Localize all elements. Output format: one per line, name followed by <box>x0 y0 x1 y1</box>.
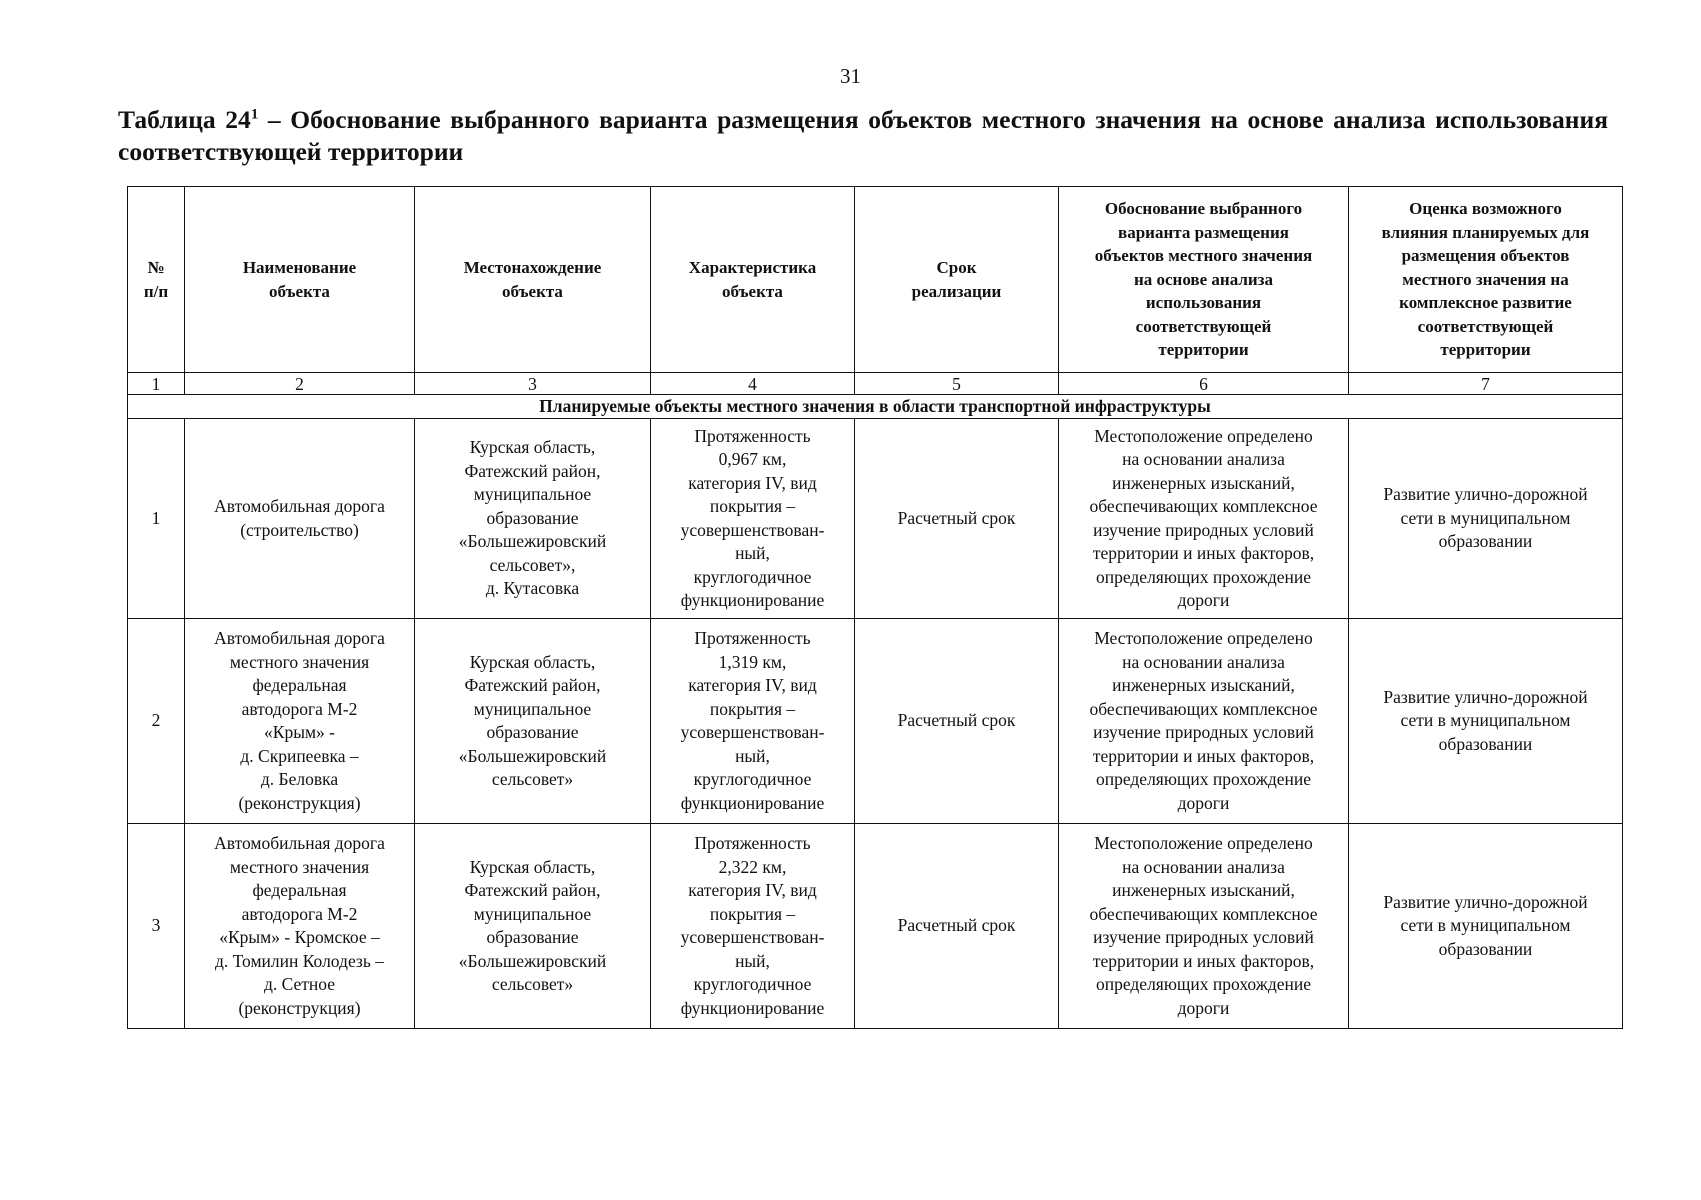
cell-text-line: Курская область, <box>469 856 596 877</box>
cell-text-line: д. Беловка <box>260 769 339 789</box>
cell-text-line: усовершенствован- <box>680 519 825 540</box>
cell-text-line: Развитие улично-дорожной <box>1383 891 1588 912</box>
cell-text-line: объекта <box>722 281 783 301</box>
cell-text-line: (строительство) <box>240 519 359 540</box>
cell-text-line: обеспечивающих комплексное <box>1089 903 1318 924</box>
cell-text-line: д. Кутасовка <box>485 578 580 599</box>
column-number: 3 <box>415 373 651 395</box>
header-num <box>128 187 185 373</box>
cell-text-line: покрытия – <box>709 698 796 719</box>
cell-text-line: изучение природных условий <box>1093 927 1314 947</box>
cell-text-line: дороги <box>1177 792 1230 813</box>
cell-text-line: категория IV, вид <box>688 675 817 695</box>
cell-text-line: (реконструкция) <box>238 792 361 813</box>
cell-text-line: «Большежировский <box>458 745 607 766</box>
cell-text-line: соответствующей <box>1135 316 1272 336</box>
cell-text-line: Фатежский район, <box>464 675 601 695</box>
cell-text-line: д. Скрипеевка – <box>240 745 359 766</box>
cell-text-line: использования <box>1145 293 1262 313</box>
cell-text-line: инженерных изысканий, <box>1112 880 1295 900</box>
cell-text-line: «Большежировский <box>458 950 607 971</box>
column-number: 2 <box>185 373 415 395</box>
cell-text-line: Автомобильная дорога <box>214 833 385 853</box>
cell-term: Расчетный срок <box>855 824 1059 1029</box>
cell-text-line: автодорога М-2 <box>241 698 358 719</box>
cell-text-line: территории и иных факторов, <box>1092 950 1315 971</box>
cell-term: Расчетный срок <box>855 619 1059 824</box>
cell-name <box>185 619 415 824</box>
header-justification <box>1059 187 1349 373</box>
cell-text-line: сельсовет», <box>489 554 576 575</box>
cell-text-line: размещения объектов <box>1401 246 1570 266</box>
cell-impact <box>1349 824 1623 1029</box>
cell-text-line: функционирование <box>680 590 825 610</box>
column-number: 4 <box>651 373 855 395</box>
cell-text-line: «Крым» - Кромское – <box>219 927 380 947</box>
column-number: 7 <box>1349 373 1623 395</box>
cell-text-line: сельсовет» <box>491 974 574 994</box>
cell-text-line: д. Сетное <box>263 974 336 994</box>
cell-text-line: Курская область, <box>469 651 596 672</box>
cell-text-line: покрытия – <box>709 903 796 924</box>
table-row <box>128 619 1623 824</box>
cell-text-line: категория IV, вид <box>688 472 817 493</box>
cell-text-line: Срок <box>936 258 977 277</box>
cell-text-line: территории <box>1158 340 1249 360</box>
cell-text-line: покрытия – <box>709 496 796 516</box>
cell-name <box>185 419 415 619</box>
cell-text-line: сельсовет» <box>491 769 574 789</box>
header-name <box>185 187 415 373</box>
cell-text-line: сети в муниципальном <box>1400 710 1571 731</box>
cell-text-line: определяющих прохождение <box>1096 566 1311 587</box>
page-number: 31 <box>840 64 861 88</box>
cell-text-line: 2,322 км, <box>718 856 787 877</box>
cell-text-line: муниципальное <box>473 484 592 505</box>
cell-text-line: инженерных изысканий, <box>1112 675 1295 695</box>
cell-text-line: Курская область, <box>469 437 596 458</box>
cell-text-line: Автомобильная дорога <box>214 496 385 516</box>
cell-text-line: реализации <box>911 281 1002 301</box>
cell-text-line: усовершенствован- <box>680 722 825 742</box>
cell-text-line: ный, <box>735 745 770 766</box>
cell-text-line: на основании анализа <box>1122 449 1285 469</box>
cell-text-line: определяющих прохождение <box>1096 974 1311 994</box>
cell-text-line: ный, <box>735 543 770 563</box>
table-row <box>128 419 1623 619</box>
cell-text-line: Протяженность <box>694 425 811 446</box>
cell-text-line: изучение природных условий <box>1093 519 1314 540</box>
cell-text-line: № <box>147 258 165 277</box>
cell-text-line: муниципальное <box>473 903 592 924</box>
section-row <box>128 395 1623 419</box>
cell-text-line: ный, <box>735 950 770 971</box>
cell-text-line: 0,967 км, <box>718 449 787 469</box>
cell-text-line: варианта размещения <box>1118 222 1289 242</box>
cell-text-line: дороги <box>1177 590 1230 610</box>
cell-text-line: на основании анализа <box>1122 856 1285 877</box>
cell-text-line: круглогодичное <box>693 566 812 587</box>
cell-text-line: (реконструкция) <box>238 997 361 1018</box>
table-title-prefix: Таблица 24 <box>118 105 251 134</box>
header-term <box>855 187 1059 373</box>
cell-num: 1 <box>128 419 185 619</box>
cell-impact <box>1349 419 1623 619</box>
cell-text-line: д. Томилин Колодезь – <box>215 950 384 971</box>
cell-text-line: объекта <box>502 281 563 301</box>
cell-text-line: дороги <box>1177 997 1230 1018</box>
cell-text-line: Местоположение определено <box>1094 628 1313 648</box>
cell-text-line: круглогодичное <box>693 974 812 994</box>
cell-text-line: Наименование <box>242 258 357 277</box>
section-title: Планируемые объекты местного значения в области транспортной инфраструктуры <box>128 395 1623 419</box>
cell-text-line: круглогодичное <box>693 769 812 789</box>
cell-num: 3 <box>128 824 185 1029</box>
cell-text-line: Оценка возможного <box>1409 199 1562 219</box>
header-characteristic <box>651 187 855 373</box>
cell-text-line: комплексное развитие <box>1399 293 1572 313</box>
cell-text-line: образование <box>486 722 579 742</box>
cell-text-line: образовании <box>1438 938 1533 959</box>
cell-text-line: определяющих прохождение <box>1096 769 1311 789</box>
cell-text-line: Местоположение определено <box>1094 425 1313 446</box>
cell-text-line: Автомобильная дорога <box>214 628 385 648</box>
cell-text-line: Фатежский район, <box>464 880 601 900</box>
cell-justification <box>1059 419 1349 619</box>
cell-text-line: местного значения на <box>1402 269 1569 289</box>
cell-text-line: Протяженность <box>694 833 811 853</box>
cell-text-line: территории <box>1440 340 1531 360</box>
cell-text-line: Местонахождение <box>463 258 602 277</box>
table-title <box>118 104 1608 168</box>
cell-text-line: муниципальное <box>473 698 592 719</box>
cell-text-line: обеспечивающих комплексное <box>1089 496 1318 516</box>
cell-text-line: объектов местного значения <box>1094 246 1313 266</box>
cell-characteristic <box>651 619 855 824</box>
cell-text-line: сети в муниципальном <box>1400 915 1571 936</box>
cell-location <box>415 824 651 1029</box>
column-number-row <box>128 373 1623 395</box>
cell-location <box>415 419 651 619</box>
justification-table <box>127 186 1623 1029</box>
cell-text-line: федеральная <box>252 675 347 695</box>
cell-text-line: образование <box>486 927 579 947</box>
cell-term: Расчетный срок <box>855 419 1059 619</box>
cell-text-line: федеральная <box>252 880 347 900</box>
cell-text-line: образовании <box>1438 733 1533 754</box>
header-location <box>415 187 651 373</box>
table-title-text: – Обоснование выбранного варианта размещения объектов местного значения на основе анализа использования соответствующей территории <box>118 105 1608 166</box>
header-impact <box>1349 187 1623 373</box>
cell-text-line: п/п <box>143 281 169 301</box>
cell-text-line: объекта <box>269 281 330 301</box>
cell-text-line: сети в муниципальном <box>1400 507 1571 528</box>
cell-text-line: образование <box>486 507 579 528</box>
table-title-superscript: 1 <box>250 106 259 123</box>
cell-text-line: «Крым» - <box>264 722 335 742</box>
cell-justification <box>1059 824 1349 1029</box>
cell-text-line: на основе анализа <box>1133 269 1274 289</box>
cell-text-line: местного значения <box>229 856 370 877</box>
cell-text-line: изучение природных условий <box>1093 722 1314 742</box>
cell-text-line: инженерных изысканий, <box>1112 472 1295 493</box>
cell-text-line: «Большежировский <box>458 531 607 552</box>
cell-text-line: Обоснование выбранного <box>1104 199 1303 219</box>
cell-text-line: местного значения <box>229 651 370 672</box>
cell-text-line: территории и иных факторов, <box>1092 745 1315 766</box>
header-row <box>128 187 1623 373</box>
column-number: 1 <box>128 373 185 395</box>
cell-text-line: функционирование <box>680 997 825 1018</box>
cell-text-line: обеспечивающих комплексное <box>1089 698 1318 719</box>
cell-text-line: Характеристика <box>688 258 817 277</box>
cell-text-line: автодорога М-2 <box>241 903 358 924</box>
table-row <box>128 824 1623 1029</box>
cell-location <box>415 619 651 824</box>
cell-text-line: Местоположение определено <box>1094 833 1313 853</box>
cell-text-line: Протяженность <box>694 628 811 648</box>
cell-characteristic <box>651 419 855 619</box>
cell-characteristic <box>651 824 855 1029</box>
cell-text-line: Развитие улично-дорожной <box>1383 686 1588 707</box>
cell-text-line: влияния планируемых для <box>1381 222 1590 242</box>
cell-text-line: территории и иных факторов, <box>1092 543 1315 563</box>
cell-text-line: 1,319 км, <box>718 651 787 672</box>
cell-impact <box>1349 619 1623 824</box>
cell-num: 2 <box>128 619 185 824</box>
cell-text-line: соответствующей <box>1417 316 1554 336</box>
cell-text-line: функционирование <box>680 792 825 813</box>
cell-text-line: на основании анализа <box>1122 651 1285 672</box>
column-number: 6 <box>1059 373 1349 395</box>
cell-name <box>185 824 415 1029</box>
cell-text-line: усовершенствован- <box>680 927 825 947</box>
cell-justification <box>1059 619 1349 824</box>
cell-text-line: образовании <box>1438 531 1533 552</box>
cell-text-line: Развитие улично-дорожной <box>1383 484 1588 505</box>
cell-text-line: Фатежский район, <box>464 460 601 481</box>
cell-text-line: категория IV, вид <box>688 880 817 900</box>
column-number: 5 <box>855 373 1059 395</box>
